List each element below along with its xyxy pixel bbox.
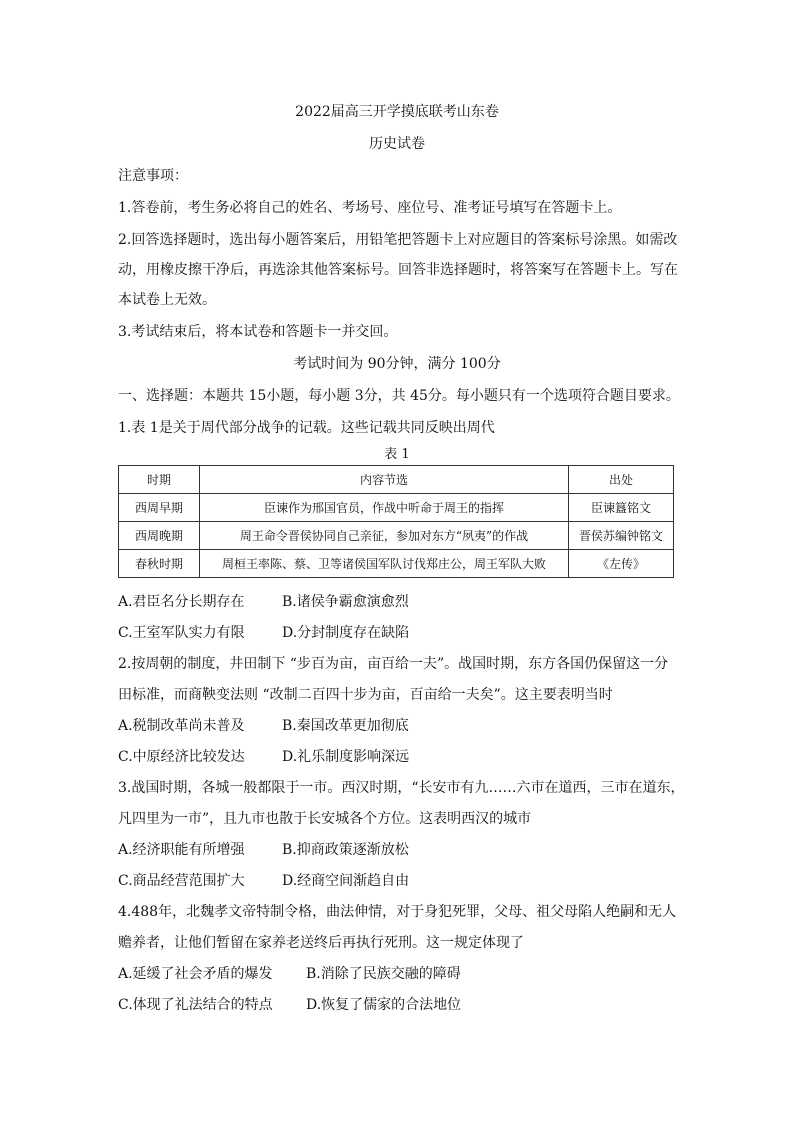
table-header-period: 时期 <box>119 466 200 494</box>
q3-option-c: C.商品经营范围扩大 <box>118 873 245 889</box>
table-header-content: 内容节选 <box>200 466 569 494</box>
q2-option-d: D.礼乐制度影响深远 <box>282 749 410 765</box>
table-row <box>119 550 674 578</box>
table-cell: 周桓王率陈、蔡、卫等诸侯国军队讨伐郑庄公，周王军队大败 <box>200 550 569 578</box>
q3-option-a: A.经济职能有所增强 <box>118 842 245 858</box>
q2-stem-line-1: 2.按周朝的制度，井田制下 “步百为亩，亩百给一夫”。战国时期，东方各国仍保留这一分 <box>118 656 669 672</box>
table-cell: 西周早期 <box>119 494 200 522</box>
q1-option-a: A.君臣名分长期存在 <box>118 594 245 610</box>
exam-title: 2022届高三开学摸底联考山东卷 <box>295 104 499 120</box>
table-row <box>119 494 674 522</box>
section-1-heading: 一、选择题：本题共 15小题，每小题 3分，共 45分。每小题只有一个选项符合题目要求。 <box>118 388 680 404</box>
notes-item-3: 3.考试结束后，将本试卷和答题卡一并交回。 <box>118 324 398 340</box>
q4-option-b: B.消除了民族交融的障碍 <box>306 966 461 982</box>
q4-stem-line-2: 赡养者，让他们暂留在家养老送终后再执行死刑。这一规定体现了 <box>118 935 524 951</box>
q1-table <box>118 465 674 578</box>
q2-option-b: B.秦国改革更加彻底 <box>282 718 409 734</box>
q2-option-c: C.中原经济比较发达 <box>118 749 245 765</box>
q1-option-d: D.分封制度存在缺陷 <box>282 625 410 641</box>
table-cell: 臣谏簋铭文 <box>569 494 674 522</box>
table-cell: 春秋时期 <box>119 550 200 578</box>
notes-item-2-line-2: 动，用橡皮擦干净后，再选涂其他答案标号。回答非选择题时，将答案写在答题卡上。写在 <box>118 262 678 278</box>
q3-option-d: D.经商空间渐趋自由 <box>282 873 410 889</box>
q1-option-c: C.王室军队实力有限 <box>118 625 245 641</box>
exam-subject: 历史试卷 <box>369 136 425 152</box>
table-cell: 西周晚期 <box>119 522 200 550</box>
q3-stem-line-1: 3.战国时期，各城一般都限于一市。西汉时期，“长安市有九……六市在道西，三市在道东， <box>118 780 685 796</box>
q4-option-a: A.延缓了社会矛盾的爆发 <box>118 966 273 982</box>
table-header-row <box>119 466 674 494</box>
q4-option-d: D.恢复了儒家的合法地位 <box>306 997 462 1013</box>
table-header-source: 出处 <box>569 466 674 494</box>
table-cell: 臣谏作为邢国官员，作战中听命于周王的指挥 <box>200 494 569 522</box>
exam-time-info: 考试时间为 90分钟，满分 100分 <box>293 356 501 372</box>
table-cell: 周王命令晋侯协同自己亲征，参加对东方“夙夷”的作战 <box>200 522 569 550</box>
notes-item-2-line-1: 2.回答选择题时，选出每小题答案后，用铅笔把答题卡上对应题目的答案标号涂黑。如需改 <box>118 232 678 248</box>
q1-table-caption: 表 1 <box>384 447 410 462</box>
notes-item-1: 1.答卷前，考生务必将自己的姓名、考场号、座位号、准考证号填写在答题卡上。 <box>118 200 622 216</box>
notes-heading: 注意事项： <box>118 168 188 184</box>
q3-stem-line-2: 凡四里为一市”，且九市也散于长安城各个方位。这表明西汉的城市 <box>118 811 532 827</box>
q1-option-b: B.诸侯争霸愈演愈烈 <box>282 594 409 610</box>
q4-option-c: C.体现了礼法结合的特点 <box>118 997 273 1013</box>
q3-option-b: B.抑商政策逐渐放松 <box>282 842 409 858</box>
q2-option-a: A.税制改革尚未普及 <box>118 718 245 734</box>
notes-item-2-line-3: 本试卷上无效。 <box>118 292 216 308</box>
q4-stem-line-1: 4.488年，北魏孝文帝特制令格，曲法伸情，对于身犯死罪，父母、祖父母陷人绝嗣和无人 <box>118 904 677 920</box>
q2-stem-line-2: 田标准，而商鞅变法则 “改制二百四十步为亩，百亩给一夫矣”。这主要表明当时 <box>118 687 613 703</box>
table-cell: 晋侯苏编钟铭文 <box>569 522 674 550</box>
table-cell: 《左传》 <box>569 550 674 578</box>
q1-stem: 1.表 1是关于周代部分战争的记载。这些记载共同反映出周代 <box>118 420 495 436</box>
table-row <box>119 522 674 550</box>
